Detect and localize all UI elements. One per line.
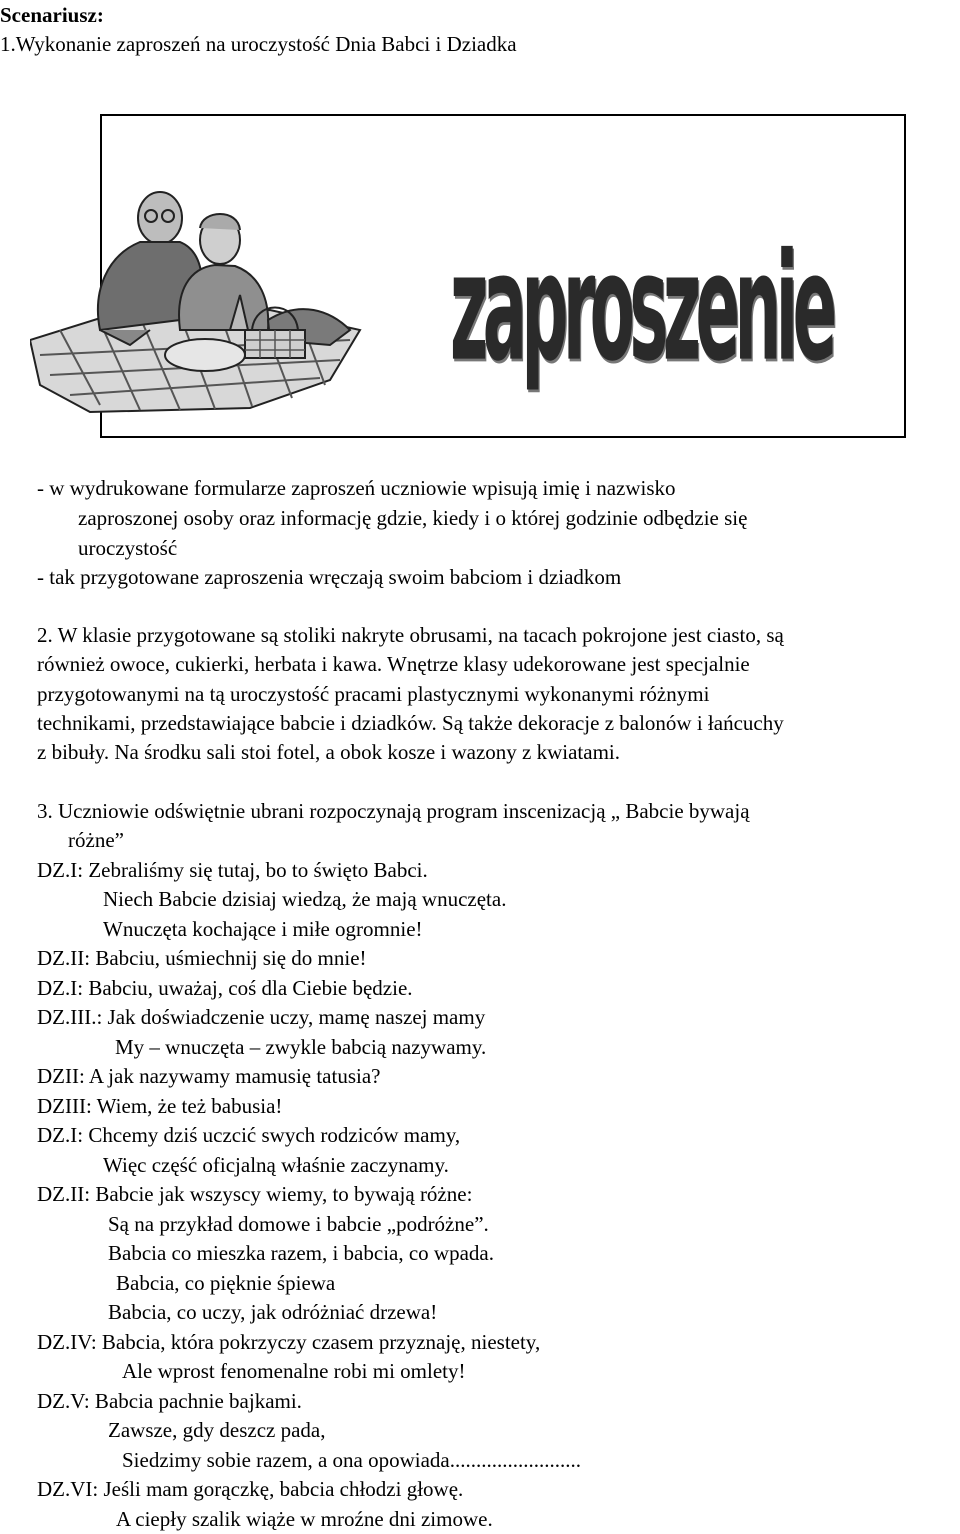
bullet-2-line-1: - tak przygotowane zaproszenia wręczają swoim babciom i dziadkom	[37, 565, 622, 589]
invitation-word: zaproszenie	[450, 221, 832, 394]
bread-loaf	[165, 339, 245, 371]
step-2-line-5: z bibuły. Na środku sali stoi fotel, a obok kosze i wazony z kwiatami.	[37, 740, 621, 764]
step-3-line-1: 3. Uczniowie odświętnie ubrani rozpoczynają program inscenizacją „ Babcie bywają	[37, 799, 750, 823]
script-line: Babcia co mieszka razem, i babcia, co wpada.	[108, 1241, 494, 1265]
script-line: Zawsze, gdy deszcz pada,	[108, 1418, 326, 1442]
bullet-1-line-2: zaproszonej osoby oraz informację gdzie, kiedy i o której godzinie odbędzie się	[78, 506, 748, 530]
bullet-1-line-1: - w wydrukowane formularze zaproszeń uczniowie wpisują imię i nazwisko	[37, 476, 676, 500]
script-line: Są na przykład domowe i babcie „podróżne”.	[108, 1212, 489, 1236]
script-line: DZ.I: Babciu, uważaj, coś dla Ciebie będzie.	[37, 976, 413, 1000]
bullet-1-line-3: uroczystość	[78, 536, 178, 560]
script-line: A ciepły szalik wiąże w mroźne dni zimowe.	[116, 1507, 493, 1531]
script-line: DZ.IV: Babcia, która pokrzyczy czasem przyznaję, niestety,	[37, 1330, 541, 1354]
step-1-heading: 1.Wykonanie zaproszeń na uroczystość Dnia Babci i Dziadka	[0, 32, 517, 56]
step-2-line-2: również owoce, cukierki, herbata i kawa. Wnętrze klasy udekorowane jest specjalnie	[37, 652, 750, 676]
document-title: Scenariusz:	[0, 3, 104, 27]
script-line: DZ.VI: Jeśli mam gorączkę, babcia chłodzi głowę.	[37, 1477, 464, 1501]
script-line: DZ.II: Babciu, uśmiechnij się do mnie!	[37, 946, 367, 970]
step-2-line-3: przygotowanymi na tą uroczystość pracami plastycznymi wykonanymi różnymi	[37, 682, 710, 706]
script-line: Więc część oficjalną właśnie zaczynamy.	[103, 1153, 449, 1177]
script-line: Siedzimy sobie razem, a ona opowiada.........................	[122, 1448, 581, 1472]
grandparents-picnic-illustration	[30, 180, 390, 415]
script-line: DZ.III.: Jak doświadczenie uczy, mamę naszej mamy	[37, 1005, 486, 1029]
script-line: My – wnuczęta – zwykle babcią nazywamy.	[115, 1035, 487, 1059]
script-line: DZ.I: Chcemy dziś uczcić swych rodziców mamy,	[37, 1123, 461, 1147]
step-2-line-4: technikami, przedstawiające babcie i dziadków. Są także dekoracje z balonów i łańcuchy	[37, 711, 784, 735]
script-line: DZ.II: Babcie jak wszyscy wiemy, to bywają różne:	[37, 1182, 473, 1206]
script-line: Babcia, co uczy, jak odróżniać drzewa!	[108, 1300, 438, 1324]
script-line: DZ.V: Babcia pachnie bajkami.	[37, 1389, 302, 1413]
script-line: DZ.I: Zebraliśmy się tutaj, bo to święto Babci.	[37, 858, 428, 882]
step-3-line-2: różne”	[68, 828, 124, 852]
script-line: DZIII: Wiem, że też babusia!	[37, 1094, 283, 1118]
script-line: Wnuczęta kochające i miłe ogromnie!	[103, 917, 423, 941]
step-2-line-1: 2. W klasie przygotowane są stoliki nakryte obrusami, na tacach pokrojone jest ciasto, są	[37, 623, 784, 647]
script-line: Niech Babcie dzisiaj wiedzą, że mają wnuczęta.	[103, 887, 507, 911]
script-line: DZII: A jak nazywamy mamusię tatusia?	[37, 1064, 381, 1088]
script-line: Ale wprost fenomenalne robi mi omlety!	[122, 1359, 466, 1383]
script-line: Babcia, co pięknie śpiewa	[116, 1271, 336, 1295]
